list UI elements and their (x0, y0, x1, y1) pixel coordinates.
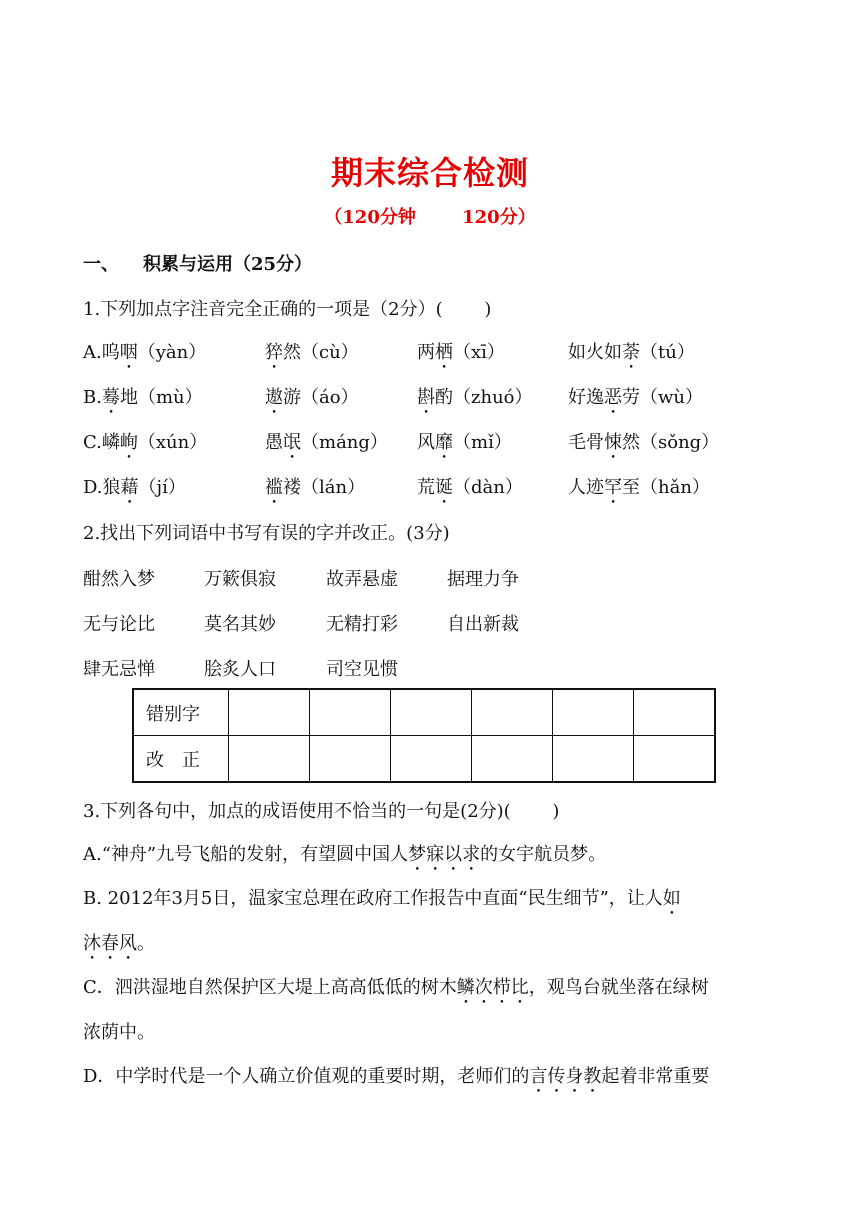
text: 风 (417, 432, 435, 453)
text: 呜 (101, 342, 120, 363)
q2-word: 脍炙人口 (204, 659, 276, 680)
dotted-char: 栖 (435, 342, 453, 363)
table-header-wrong: 错别字 (133, 689, 229, 736)
text: 。 (137, 933, 155, 954)
correction-table (132, 688, 716, 783)
table-cell (310, 736, 391, 783)
dotted-char: 咽 (119, 342, 138, 363)
text: D．中学时代是一个人确立价值观的重要时期，老师们的 (83, 1066, 530, 1087)
text: 地 (119, 387, 138, 408)
table-header-correct: 改 正 (133, 736, 229, 783)
pinyin: （hǎn） (640, 477, 710, 498)
q1-option-item (568, 383, 703, 418)
q1-option-item (83, 338, 206, 373)
dotted-char: 诞 (435, 477, 453, 498)
q2-word: 莫名其妙 (204, 614, 276, 635)
dotted-idiom: 言传身教 (529, 1066, 602, 1087)
pinyin: （lán） (301, 477, 366, 498)
dotted-char: 蓦 (101, 387, 120, 408)
pinyin: （tú） (640, 342, 695, 363)
table-cell (553, 689, 634, 736)
text: 劳 (622, 387, 640, 408)
q3-option-c-cont: 浓荫中。 (83, 1022, 155, 1043)
q1-option-item (265, 383, 359, 418)
text: 褛 (283, 477, 301, 498)
dotted-idiom: 沐春风 (83, 933, 137, 954)
table-cell (391, 736, 472, 783)
table-row (133, 689, 715, 736)
pinyin: （sǒng） (640, 432, 720, 453)
q1-option-item (265, 473, 365, 508)
q3-option-b (83, 884, 681, 919)
text: 狼 (102, 477, 121, 498)
q1-option-item (417, 473, 523, 508)
text: 好逸 (568, 387, 604, 408)
pinyin: （áo） (301, 387, 359, 408)
q2-word: 无与论比 (83, 614, 155, 635)
table-cell (634, 736, 716, 783)
table-cell (472, 689, 553, 736)
q2-stem: 2.找出下列词语中书写有误的字并改正。(3分) (83, 523, 450, 544)
dotted-char: 恶 (604, 387, 622, 408)
q2-word: 故弄悬虚 (326, 569, 398, 590)
q1-option-item (568, 428, 719, 463)
q3-option-c (83, 973, 709, 1008)
page-title: 期末综合检测 (330, 154, 529, 192)
text: ，观鸟台就坐落在绿树 (528, 977, 709, 998)
text: 愚 (265, 432, 283, 453)
text: 游 (283, 387, 301, 408)
dotted-char: 悚 (604, 432, 622, 453)
page-subtitle: （120分钟 120分） (324, 207, 536, 228)
pinyin: （jí） (138, 477, 186, 498)
q1-option-item (417, 428, 512, 463)
text: 嶙 (101, 432, 120, 453)
text: 荒 (417, 477, 435, 498)
q1-option-item (568, 473, 710, 508)
table-cell (391, 689, 472, 736)
dotted-char: 荼 (622, 342, 640, 363)
pinyin: （mǐ） (453, 432, 512, 453)
text: C．泗洪湿地自然保护区大堤上高高低低的树木 (83, 977, 457, 998)
dotted-idiom: 梦寐以求 (408, 844, 481, 865)
q1-option-item (265, 338, 359, 373)
dotted-char: 罕 (604, 477, 622, 498)
q1-option-item (83, 383, 203, 418)
table-cell (229, 736, 310, 783)
dotted-char: 藉 (120, 477, 139, 498)
pinyin: （cù） (301, 342, 359, 363)
text: 起着非常重要 (601, 1066, 710, 1087)
q1-option-item (83, 473, 186, 508)
q2-word: 肆无忌惮 (83, 659, 155, 680)
q3-option-b-cont (83, 929, 155, 964)
table-cell (472, 736, 553, 783)
text: 然 (622, 432, 640, 453)
q2-word: 自出新裁 (447, 614, 519, 635)
text: 至 (622, 477, 640, 498)
q3-option-d (83, 1062, 709, 1097)
q1-option-item (417, 338, 505, 373)
text: B. 2012年3月5日，温家宝总理在政府工作报告中直面“民生细节”，让人 (83, 888, 663, 909)
text: 的女宇航员梦。 (480, 844, 607, 865)
text: 两 (417, 342, 435, 363)
q1-option-item (568, 338, 695, 373)
text: 人迹 (568, 477, 604, 498)
q1-stem: 1.下列加点字注音完全正确的一项是（2分）( ) (83, 299, 492, 320)
option-letter: D. (83, 477, 103, 498)
dotted-idiom: 鳞次栉比 (456, 977, 529, 998)
pinyin: （máng） (301, 432, 388, 453)
table-cell (229, 689, 310, 736)
q1-option-item (417, 383, 533, 418)
option-letter: C. (83, 432, 102, 453)
dotted-char: 猝 (265, 342, 283, 363)
option-letter: A. (83, 342, 102, 363)
table-cell (634, 689, 716, 736)
text: A.“神舟”九号飞船的发射，有望圆中国人 (83, 844, 409, 865)
q2-word: 司空见惯 (326, 659, 398, 680)
q1-option-item (265, 428, 388, 463)
pinyin: （dàn） (453, 477, 523, 498)
section-number: 一、 (83, 254, 119, 275)
q2-word: 酣然入梦 (83, 569, 155, 590)
q2-word: 万簌俱寂 (204, 569, 276, 590)
text: 酌 (435, 387, 453, 408)
pinyin: （zhuó） (453, 387, 533, 408)
q2-word: 据理力争 (447, 569, 519, 590)
dotted-char: 峋 (119, 432, 138, 453)
text: 毛骨 (568, 432, 604, 453)
option-letter: B. (83, 387, 102, 408)
pinyin: （yàn） (137, 342, 207, 363)
dotted-idiom: 如 (662, 888, 681, 909)
q3-stem: 3.下列各句中，加点的成语使用不恰当的一句是(2分)( ) (83, 801, 560, 822)
dotted-char: 氓 (283, 432, 301, 453)
pinyin: （xī） (453, 342, 505, 363)
q3-option-a (83, 840, 606, 875)
q1-option-item (83, 428, 207, 463)
table-row (133, 736, 715, 783)
dotted-char: 褴 (265, 477, 283, 498)
dotted-char: 遨 (265, 387, 283, 408)
dotted-char: 斟 (417, 387, 435, 408)
table-cell (553, 736, 634, 783)
text: 然 (283, 342, 301, 363)
dotted-char: 靡 (435, 432, 453, 453)
pinyin: （xún） (137, 432, 208, 453)
section-heading (83, 250, 312, 276)
q2-word: 无精打彩 (326, 614, 398, 635)
table-cell (310, 689, 391, 736)
text: 如火如 (568, 342, 622, 363)
section-label: 积累与运用（25分） (143, 254, 313, 275)
pinyin: （wù） (640, 387, 703, 408)
pinyin: （mù） (137, 387, 203, 408)
